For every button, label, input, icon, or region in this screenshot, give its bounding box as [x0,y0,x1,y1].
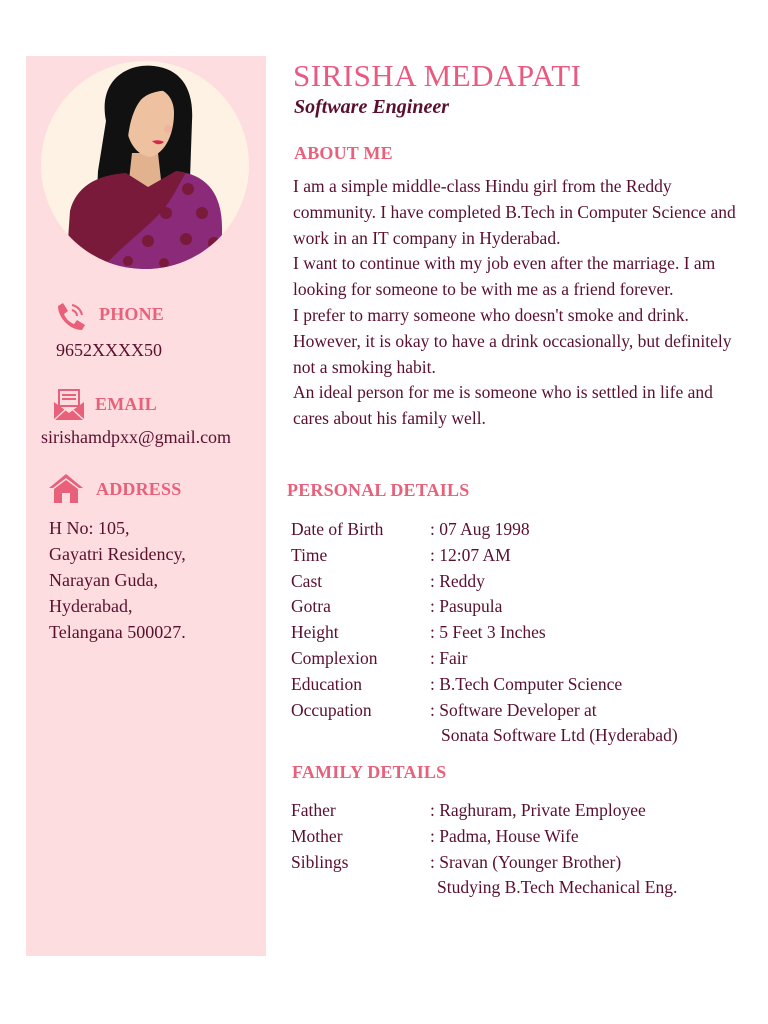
email-label: EMAIL [95,394,158,414]
family-details-title: FAMILY DETAILS [292,762,447,782]
phone-value[interactable]: 9652XXXX50 [56,340,162,360]
detail-label: Gotra [291,596,331,617]
detail-value: : 07 Aug 1998 [430,519,530,539]
about-paragraph: An ideal person for me is someone who is settled in life and cares about his family well. [293,382,713,429]
detail-value: : Software Developer at [430,699,597,720]
detail-label: Complexion [291,647,378,668]
email-value[interactable]: sirishamdpxx@gmail.com [41,427,232,447]
phone-icon [52,300,88,332]
address-block [49,515,186,645]
address-line: Telangana 500027. [49,622,186,642]
detail-label: Mother [291,825,343,846]
detail-value: : Raghuram, Private Employee [430,800,646,820]
detail-label: Siblings [291,851,349,872]
detail-label: Time [291,544,328,565]
about-paragraph: I prefer to marry someone who doesn't smoke and drink. However, it is okay to have a drink occasionally, but definitely not a smoking habit. [293,304,732,377]
envelope-icon [52,388,86,422]
about-text [293,174,753,432]
detail-label: Education [291,673,362,694]
detail-value: : Fair [430,647,468,668]
about-paragraph: I want to continue with my job even after the marriage. I am looking for someone to be with me as a friend forever. [293,253,716,300]
occupation-continuation: Sonata Software Ltd (Hyderabad) [441,725,678,746]
profile-name: SIRISHA MEDAPATI [293,58,582,93]
detail-value: : 5 Feet 3 Inches [430,622,546,643]
detail-label: Height [291,622,339,643]
detail-label: Cast [291,570,323,591]
detail-value: : Sravan (Younger Brother) [430,851,622,872]
detail-label: Date of Birth [291,519,384,539]
address-label: ADDRESS [96,479,182,499]
personal-details-title: PERSONAL DETAILS [287,480,470,500]
about-title: ABOUT ME [294,143,393,163]
address-line: Gayatri Residency, [49,544,186,564]
detail-value: : Reddy [430,570,485,591]
siblings-continuation: Studying B.Tech Mechanical Eng. [437,877,678,898]
detail-value: : B.Tech Computer Science [430,673,623,694]
detail-value: : 12:07 AM [430,544,511,565]
about-paragraph: I am a simple middle-class Hindu girl from the Reddy community. I have completed B.Tech in Computer Science and work in an IT company in Hyderabad. [293,176,736,248]
detail-label: Occupation [291,699,372,720]
detail-label: Father [291,800,336,820]
phone-label: PHONE [99,304,165,324]
address-line: H No: 105, [49,518,130,538]
woman-avatar-illustration [36,61,254,269]
profile-role: Software Engineer [294,96,450,118]
address-line: Narayan Guda, [49,570,158,590]
detail-value: : Padma, House Wife [430,825,579,846]
address-line: Hyderabad, [49,596,133,616]
home-icon [47,472,85,504]
detail-value: : Pasupula [430,596,503,617]
